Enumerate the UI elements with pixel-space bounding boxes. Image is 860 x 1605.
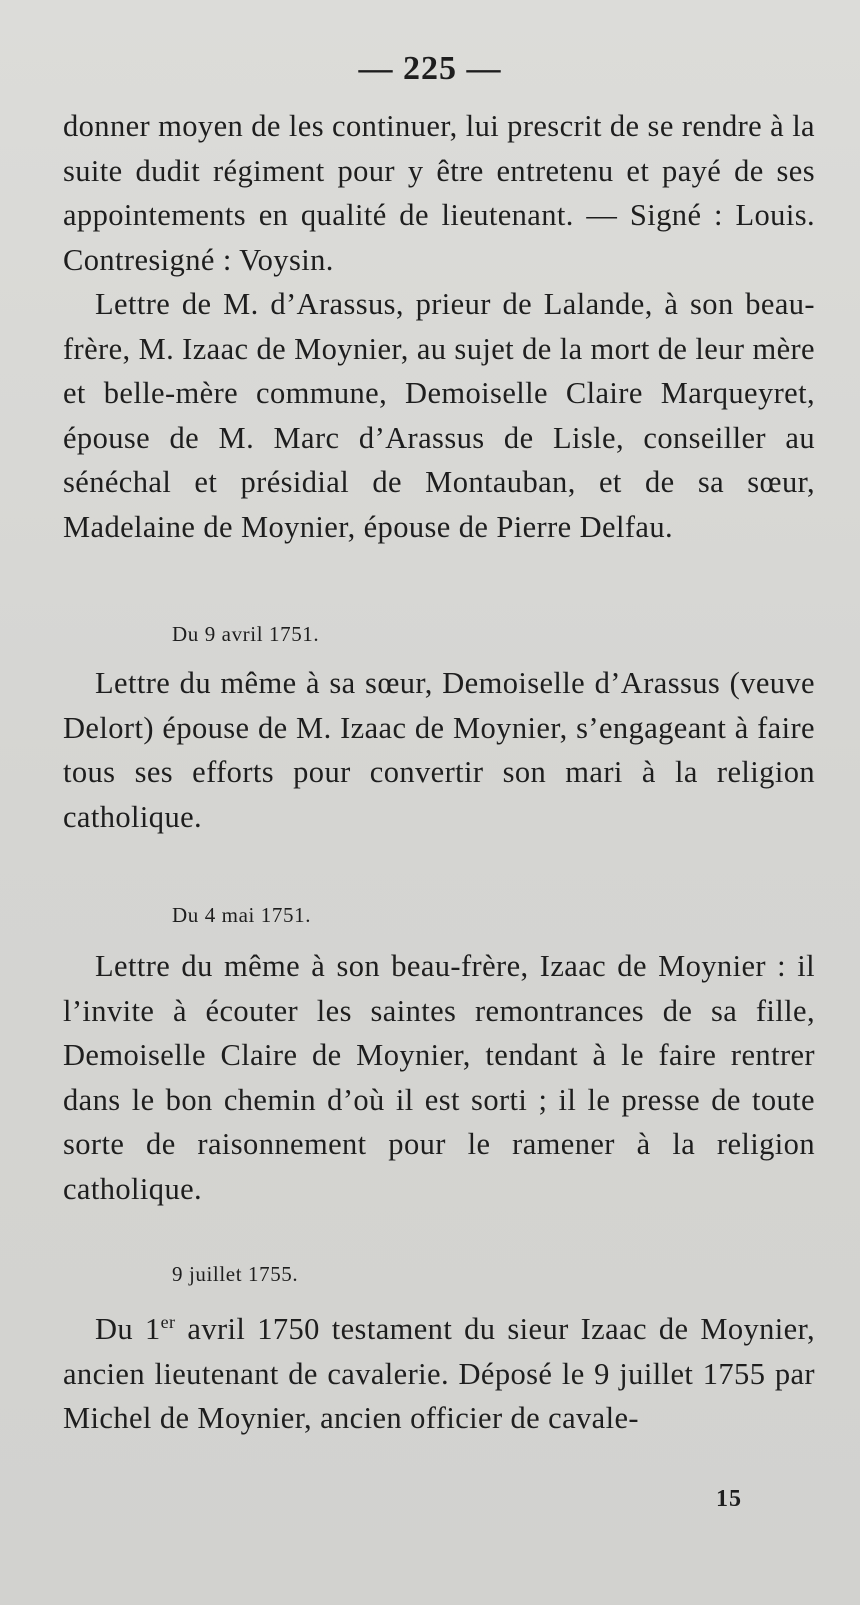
testament-start: Du 1 — [95, 1312, 161, 1347]
testament-rest: avril 1750 testament du sieur Izaac de Moynier, ancien lieutenant de cavalerie. Déposé le 9 juillet 1755 par Michel de Moynier, ancien officier de cavale- — [63, 1312, 815, 1436]
paragraph-testament — [63, 1300, 815, 1441]
page-number: — 225 — — [358, 50, 502, 87]
paragraph-letter-arassus: Lettre de M. d’Arassus, prieur de Lalande, à son beau-frère, M. Izaac de Moynier, au sujet de la mort de leur mère et belle-mère commune, Demoiselle Claire Marqueyret, épouse de M. Marc d’Arassus de Lisle, conseiller au sénéchal et présidial de Montauban, et de sa sœur, Madelaine de Moynier, épouse de Pierre Delfau. — [63, 287, 815, 544]
text-block-4 — [63, 1300, 815, 1441]
text-block-2 — [63, 661, 815, 839]
date-heading-2: Du 4 mai 1751. — [172, 903, 312, 927]
signature-mark: 15 — [716, 1486, 742, 1512]
text-block-3 — [63, 944, 815, 1211]
date-heading-3: 9 juillet 1755. — [172, 1262, 299, 1286]
date-heading-1: Du 9 avril 1751. — [172, 622, 320, 646]
paragraph-letter-soeur: Lettre du même à sa sœur, Demoiselle d’Arassus (veuve Delort) épouse de M. Izaac de Moynier, s’engageant à faire tous ses efforts pour convertir son mari à la religion catholique. — [63, 666, 815, 834]
ordinal-suffix: er — [160, 1312, 176, 1332]
paragraph-continuation: donner moyen de les continuer, lui prescrit de se rendre à la suite dudit régiment pour y être entretenu et payé de ses appointements en qualité de lieutenant. — Signé : Louis. Contresigné : Voysin. — [63, 109, 815, 277]
paragraph-letter-beau-frere: Lettre du même à son beau-frère, Izaac de Moynier : il l’invite à écouter les saintes remontrances de sa fille, Demoiselle Claire de Moynier, tendant à le faire rentrer dans le bon chemin d’où il est sorti ; il le presse de toute sorte de raisonnement pour le ramener à la religion catholique. — [63, 949, 815, 1206]
text-block-1 — [63, 104, 815, 549]
